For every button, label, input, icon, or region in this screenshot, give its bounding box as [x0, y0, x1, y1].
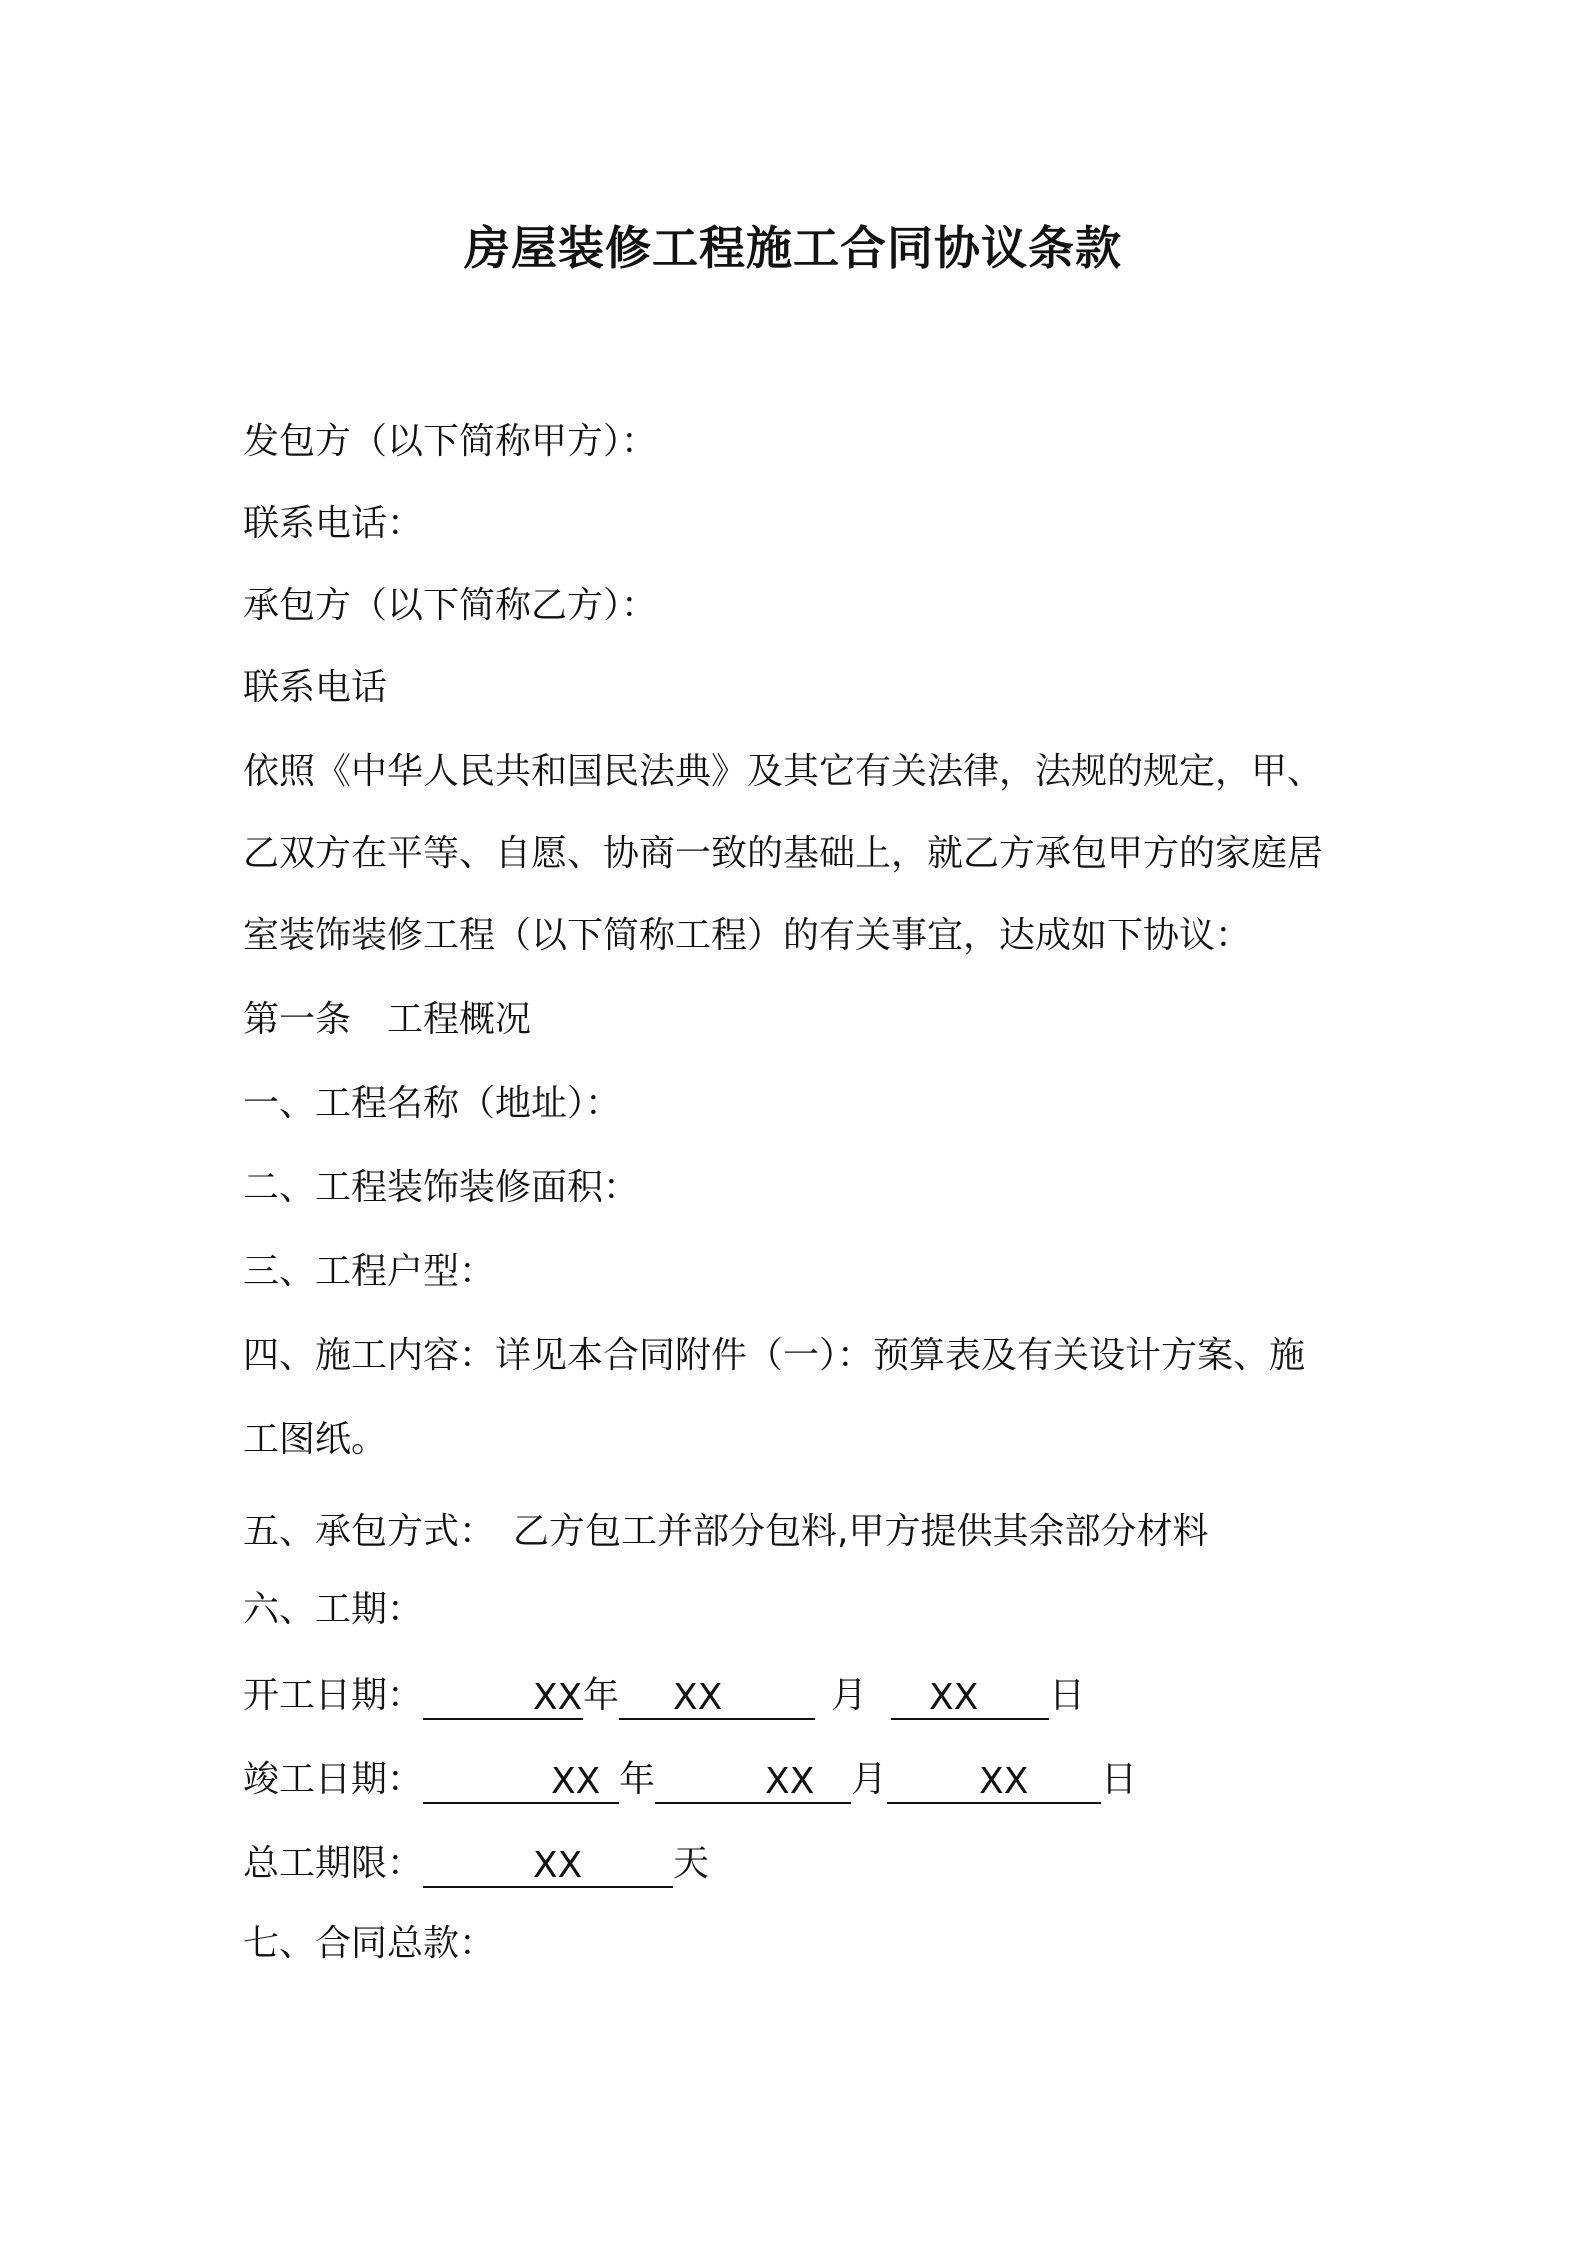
- end-date-row: [243, 1756, 1137, 1804]
- start-month-value: XX: [673, 1677, 723, 1718]
- start-year-field[interactable]: [423, 1676, 583, 1720]
- start-month-field[interactable]: [619, 1676, 815, 1720]
- end-year-unit: 年: [619, 1759, 656, 1800]
- party-b-phone-line: 联系电话: [243, 667, 388, 708]
- party-b-line: 承包方（以下简称乙方）：: [243, 585, 658, 626]
- duration-row: [243, 1840, 709, 1888]
- item-schedule: 六、工期：: [243, 1589, 424, 1630]
- preamble-line-1: 依照《中华人民共和国民法典》及其它有关法律，法规的规定，甲、: [243, 751, 1324, 792]
- end-date-label: 竣工日期：: [243, 1759, 424, 1800]
- item-contract-total: 七、合同总款：: [243, 1923, 496, 1964]
- start-day-value: XX: [929, 1677, 979, 1718]
- party-a-phone-line: 联系电话：: [243, 503, 424, 544]
- start-month-unit: 月: [831, 1675, 868, 1716]
- start-date-label: 开工日期：: [243, 1675, 424, 1716]
- party-a-line: 发包方（以下简称甲方）：: [243, 421, 658, 462]
- article-1-heading: 第一条 工程概况: [243, 999, 532, 1040]
- start-year-unit: 年: [583, 1675, 620, 1716]
- item-project-layout: 三、工程户型：: [243, 1251, 496, 1292]
- end-day-field[interactable]: [887, 1760, 1101, 1804]
- end-month-unit: 月: [851, 1759, 888, 1800]
- item-contract-method: 五、承包方式： 乙方包工并部分包料,甲方提供其余部分材料: [243, 1511, 1209, 1552]
- item-work-content-line-1: 四、施工内容：详见本合同附件（一）：预算表及有关设计方案、施: [243, 1335, 1306, 1376]
- document-title: 房屋装修工程施工合同协议条款: [464, 221, 1122, 275]
- end-day-unit: 日: [1101, 1759, 1138, 1800]
- duration-days-value: XX: [533, 1845, 583, 1886]
- end-month-field[interactable]: [655, 1760, 851, 1804]
- item-project-area: 二、工程装饰装修面积：: [243, 1167, 640, 1208]
- item-work-content-line-2: 工图纸。: [243, 1419, 388, 1460]
- duration-label: 总工期限：: [243, 1843, 424, 1884]
- end-month-value: XX: [765, 1761, 815, 1802]
- preamble-line-2: 乙双方在平等、自愿、协商一致的基础上，就乙方承包甲方的家庭居: [243, 833, 1324, 874]
- end-year-field[interactable]: [423, 1760, 619, 1804]
- duration-days-field[interactable]: [423, 1844, 673, 1888]
- end-year-value: XX: [551, 1761, 601, 1802]
- end-day-value: XX: [979, 1761, 1029, 1802]
- item-project-name: 一、工程名称（地址）：: [243, 1083, 622, 1124]
- start-year-value: XX: [533, 1677, 583, 1718]
- start-date-row: [243, 1672, 1085, 1720]
- preamble-line-3: 室装饰装修工程（以下简称工程）的有关事宜，达成如下协议：: [243, 915, 1252, 956]
- duration-days-unit: 天: [673, 1843, 710, 1884]
- start-day-field[interactable]: [891, 1676, 1049, 1720]
- start-day-unit: 日: [1049, 1675, 1086, 1716]
